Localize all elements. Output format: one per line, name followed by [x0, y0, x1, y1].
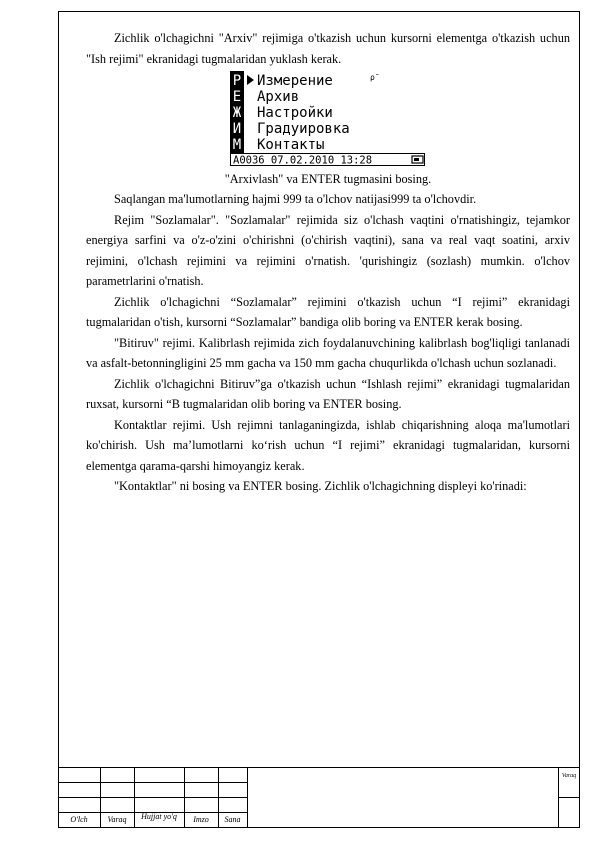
paragraph-calibration-switch: Zichlik o'lchagichni Bitiruv”ga o'tkazish uchun “Ishlash rejimi” ekranidagi tugmalaridan ruxsat, kursorni “B tugmalaridan olib boring va ENTER bosing. — [86, 376, 570, 411]
lcd-menu-item: Контакты — [257, 137, 325, 153]
stamp-line — [558, 797, 580, 798]
stamp-label-imzo: Imzo — [193, 815, 209, 824]
stamp-label-hujjat: Hujjat yo'q — [141, 812, 177, 821]
lcd-status-text: А0036 07.02.2010 13:28 — [233, 154, 373, 167]
lcd-menu-item: Архив — [257, 89, 300, 105]
stamp-label-sana: Sana — [224, 815, 241, 824]
lcd-menu-item: Градуировка — [257, 121, 350, 137]
lcd-display-figure — [230, 71, 426, 167]
paragraph-contacts-mode: Kontaktlar rejimi. Ush rejimni tanlaganingizda, ishlab chiqarishning aloqa ma'lumotlari ko'chirish. Ush ma’lumotlarni ko‘rish uchun “I rejimi” ekranidagi tugmalaridan, kursorni elementga qarama-qarshi himoyangiz kerak. — [86, 417, 570, 473]
figure-caption: "Arxivlash" va ENTER tugmasini bosing. — [224, 172, 432, 186]
paragraph-contacts-display: "Kontaktlar" ni bosing va ENTER bosing. Zichlik o'lchagichning displeyi ko'rinadi: — [114, 479, 527, 493]
lcd-menu-item: Измерение — [257, 73, 333, 89]
lcd-side-letter: М — [232, 137, 242, 153]
stamp-line — [247, 767, 248, 828]
lcd-side-letter: Е — [232, 89, 242, 105]
paragraph-settings-switch: Zichlik o'lchagichni “Sozlamalar” rejimini o'tkazish uchun “I rejimi” ekranidagi tugmalaridan o'tish, kursorni “Sozlamalar” bandiga olib boring va ENTER kerak bosing. — [86, 294, 570, 329]
lcd-side-letter: И — [232, 121, 242, 137]
lcd-side-letter: Ж — [232, 105, 242, 121]
paragraph-storage: Saqlangan ma'lumotlarning hajmi 999 ta o'lchov natijasi999 ta o'lchovdir. — [114, 192, 477, 206]
lcd-side-letter: Р — [232, 73, 242, 89]
lcd-menu-item: Настройки — [257, 105, 333, 121]
density-symbol-icon: ρ̄ — [370, 73, 375, 82]
stamp-label-varaq: Varaq — [107, 815, 127, 824]
selection-arrow-icon — [247, 75, 254, 85]
stamp-line — [58, 782, 248, 783]
paragraph-arxiv-intro: Zichlik o'lchagichni "Arxiv" rejimiga o'tkazish uchun kursorni elementga o'tkazish uchun "Ish rejimi" ekranidagi tugmalaridan yuklash kerak. — [86, 31, 570, 66]
document-body — [86, 28, 570, 497]
paragraph-calibration-mode: "Bitiruv" rejimi. Kalibrlash rejimida zich foydalanuvchining kalibrlash bog'liqligi tanlanadi va asfalt-betonningligini 25 mm gacha va 150 mm gacha chuqurlikda o'lchash uchun sozlanadi. — [86, 335, 570, 370]
title-block — [58, 767, 580, 828]
lcd-display — [230, 71, 426, 167]
paragraph-settings-mode: Rejim "Sozlamalar". "Sozlamalar" rejimida siz o'lchash vaqtini o'rnatishingiz, tejamkor energiya sarfini va o'z-o'zini o'chirishni (o'chirish vaqtini), sana va real vaqt soatini, arxiv rejimini, o'lchash rejimini va rejimini o'rnatish. 'qurishingiz (sozlash) mumkin. o'lchov parametrlarini o'rnatish. — [86, 212, 570, 288]
stamp-line — [58, 767, 580, 768]
stamp-label-olch: O'lch — [70, 815, 88, 824]
battery-level — [414, 158, 419, 161]
stamp-line — [58, 797, 248, 798]
stamp-label-varaq-side: Varaq — [561, 773, 577, 779]
